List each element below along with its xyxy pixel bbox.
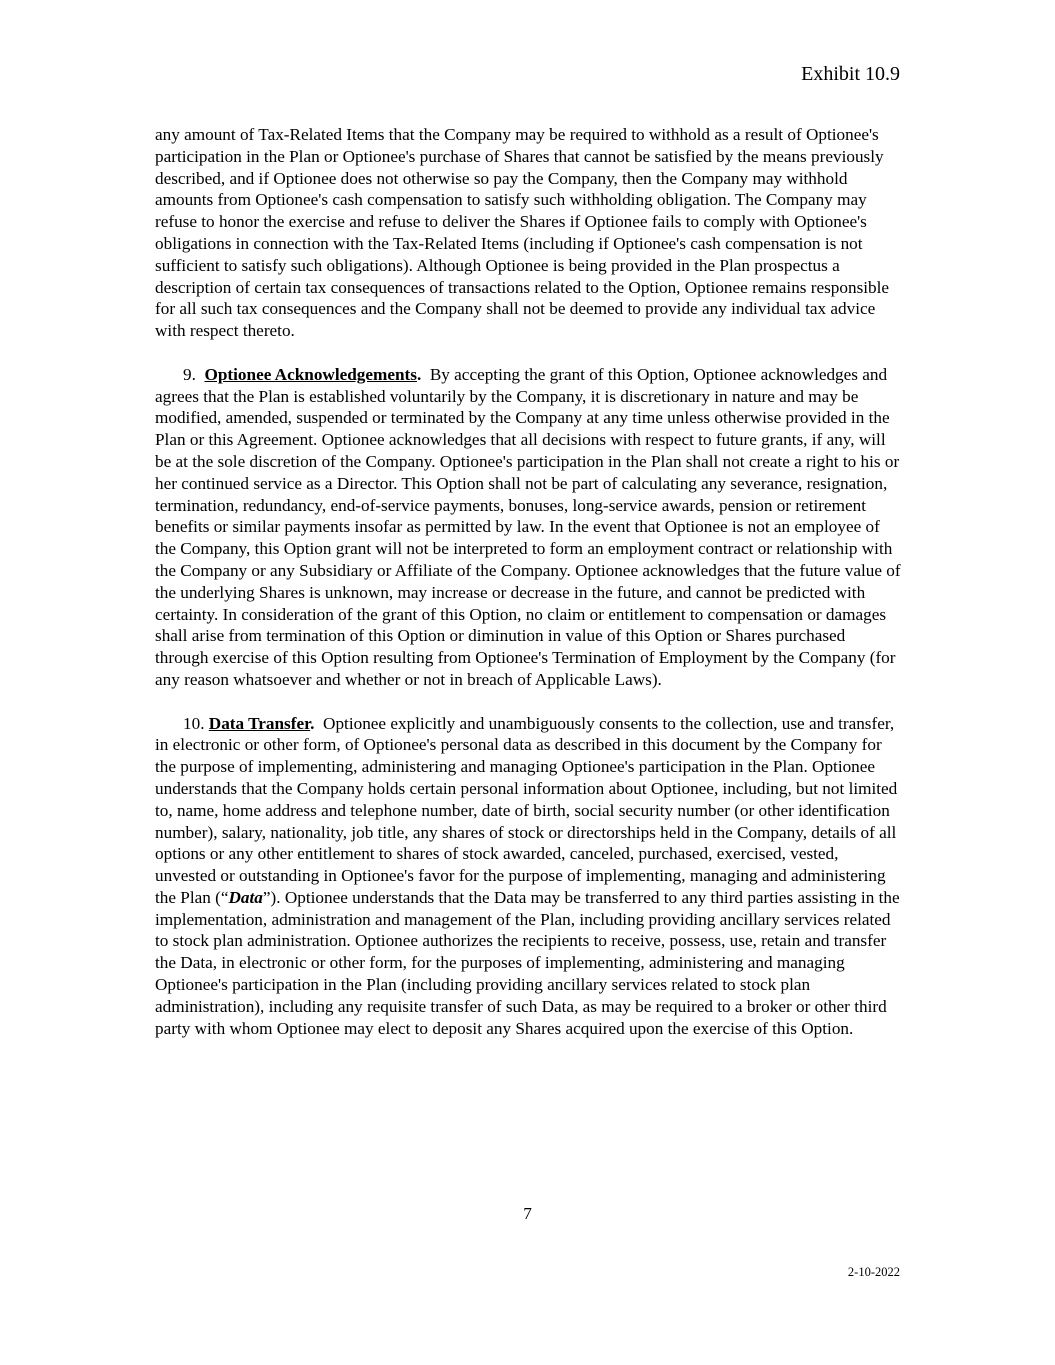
document-body (155, 124, 901, 1061)
continuation-paragraph: any amount of Tax-Related Items that the Company may be required to withhold as a result of Optionee's participation in the Plan or Optionee's purchase of Shares that cannot be satisfied by the means previously described, and if Optionee does not otherwise so pay the Company, then the Company may withhold amounts from Optionee's cash compensation to satisfy such withholding obligation. The Company may refuse to honor the exercise and refuse to deliver the Shares if Optionee fails to comply with Optionee's obligations in connection with the Tax-Related Items (including if Optionee's cash compensation is not sufficient to satisfy such obligations). Although Optionee is being provided in the Plan prospectus a description of certain tax consequences of transactions related to the Option, Optionee remains responsible for all such tax consequences and the Company shall not be deemed to provide any individual tax advice with respect thereto. (155, 125, 890, 341)
document-date: 2-10-2022 (847, 1265, 900, 1279)
exhibit-label: Exhibit 10.9 (801, 63, 900, 85)
section-9-text: By accepting the grant of this Option, Optionee acknowledges and agrees that the Plan is established voluntarily by the Company, it is discretionary in nature and may be modified, amended, suspended or terminated by the Company at any time unless otherwise provided in the Plan or this Agreement. Optionee acknowledges that all decisions with respect to future grants, if any, will be at the sole discretion of the Company. Optionee's participation in the Plan shall not create a right to his or her continued service as a Director. This Option shall not be part of calculating any severance, resignation, termination, redundancy, end-of-service payments, bonuses, long-service awards, pension or retirement benefits or similar payments insofar as permitted by law. In the event that Optionee is not an employee of the Company, this Option grant will not be interpreted to form an employment contract or relationship with the Company or any Subsidiary or Affiliate of the Company. Optionee acknowledges that the future value of the underlying Shares is unknown, may increase or decrease in the future, and cannot be predicted with certainty. In consideration of the grant of this Option, no claim or entitlement to compensation or damages shall arise from termination of this Option or diminution in value of this Option or Shares purchased through exercise of this Option resulting from Optionee's Termination of Employment by the Company (for any reason whatsoever and whether or not in breach of Applicable Laws). (155, 364, 901, 689)
section-10-heading-punct: . (310, 713, 315, 733)
section-9-paragraph (155, 364, 901, 691)
section-9-heading-punct: . (416, 364, 422, 384)
section-10-text-after-term: ”). Optionee understands that the Data may be transferred to any third parties assisting in the implementation, administration and management of the Plan, including providing ancillary services related to stock plan administration. Optionee authorizes the recipients to receive, possess, use, retain and transfer the Data, in electronic or other form, for the purposes of implementing, administering and managing Optionee's participation in the Plan (including providing ancillary services related to stock plan administration), including any requisite transfer of such Data, as may be required to a broker or other third party with whom Optionee may elect to deposit any Shares acquired upon the exercise of this Option. (155, 887, 900, 1038)
section-9-heading: Optionee Acknowledgements (204, 364, 417, 384)
section-10-heading: Data Transfer (208, 713, 311, 733)
section-9-number: 9. (183, 364, 196, 384)
section-10-number: 10. (183, 713, 205, 733)
section-10-paragraph (155, 713, 901, 1040)
page-number: 7 (523, 1204, 532, 1223)
defined-term-data: Data (228, 887, 263, 907)
section-10-text-before-term: Optionee explicitly and unambiguously consents to the collection, use and transfer, in electronic or other form, of Optionee's personal data as described in this document by the Company for the purpose of implementing, administering and managing Optionee's participation in the Plan. Optionee understands that the Company holds certain personal information about Optionee, including, but not limited to, name, home address and telephone number, date of birth, social security number (or other identification number), salary, nationality, job title, any shares of stock or directorships held in the Company, details of all options or any other entitlement to shares of stock awarded, canceled, purchased, exercised, vested, unvested or outstanding in Optionee's favor for the purpose of implementing, managing and administering the Plan (“ (155, 713, 898, 907)
